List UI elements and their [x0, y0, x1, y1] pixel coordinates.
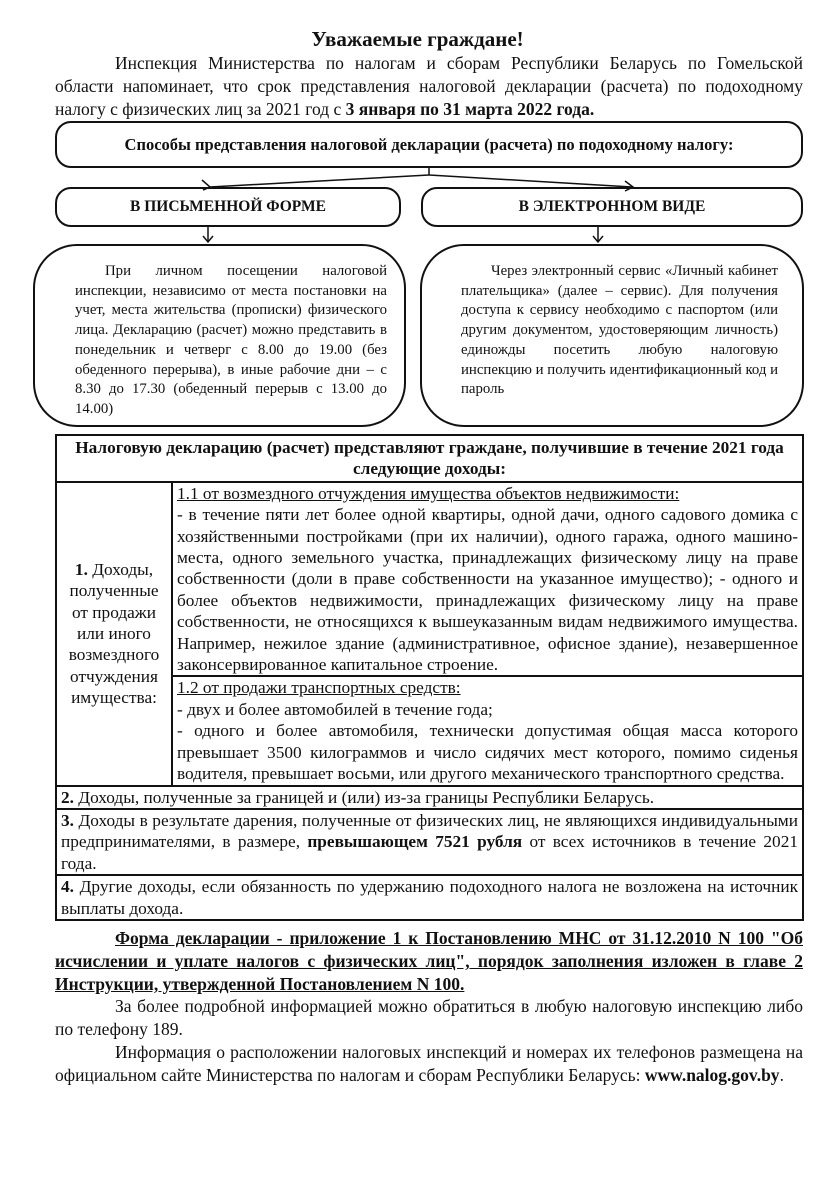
item1-category: Доходы, полученные от продажи или иного возмездного отчуждения имущества:	[68, 559, 160, 708]
written-form-box	[55, 187, 401, 227]
form-notice: Форма декларации - приложение 1 к Постановлению МНС от 31.12.2010 N 100 "Об исчислении и уплате налогов с физических лиц", порядок заполнения изложен в главе 2 Инструкции, утвержденной Постановлением N 100.	[55, 928, 803, 994]
item3-text-after: от всех источников в течение 2021 года.	[61, 832, 798, 873]
item4-text: Другие доходы, если обязанность по удержанию подоходного налога не возложена на источник выплаты дохода.	[61, 877, 798, 918]
written-description: При личном посещении налоговой инспекции, независимо от места постановки на учет, места жительства (прописки) физического лица. Декларацию (расчет) можно представить в понедельник и четверг с 8.00 до 19.00 (без обеденного перерыва), в иные рабочие дни – с 8.30 до 17.30 (обеденный перерыв с 13.00 до 14.00)	[75, 263, 387, 417]
item3-cell	[56, 809, 803, 875]
electronic-form-label: В ЭЛЕКТРОННОМ ВИДЕ	[518, 198, 706, 215]
item1-sub2-cell	[172, 676, 803, 785]
table-header: Налоговую декларацию (расчет) представляют граждане, получившие в течение 2021 года следующие доходы:	[56, 435, 803, 482]
electronic-description-bubble	[420, 244, 804, 427]
item1-category-cell	[56, 482, 172, 786]
website-link[interactable]: www.nalog.gov.by	[644, 1065, 780, 1085]
electronic-description: Через электронный сервис «Личный кабинет плательщика» (далее – сервис). Для получения доступа к сервису необходимо с паспортом (или другим документом, удостоверяющим личность) единожды посетить любую налоговую инспекцию и получить идентификационный код и пароль	[461, 263, 779, 398]
item2-cell	[56, 786, 803, 809]
location-info-text: Информация о расположении налоговых инспекций и номерах их телефонов размещена на официальном сайте Министерства по налогам и сборам Республики Беларусь:	[55, 1042, 803, 1085]
item4-number: 4.	[61, 877, 74, 897]
location-info-paragraph	[55, 1041, 803, 1087]
table-row	[56, 875, 803, 920]
arrow-right-line	[429, 175, 632, 187]
item1-sub1-cell	[172, 482, 803, 677]
table-header-row	[56, 435, 803, 482]
item4-cell	[56, 875, 803, 920]
item1-sub1-title: 1.1 от возмездного отчуждения имущества объектов недвижимости:	[177, 483, 680, 503]
table-row	[56, 809, 803, 875]
written-form-label: В ПИСЬМЕННОЙ ФОРМЕ	[130, 198, 326, 215]
item1-sub2-line2: - одного и более автомобиля, технически допустимая общая масса которого превышает 3500 килограммов и число сидячих мест которого, помимо сиденья водителя, превышает восьми, или другого механического транспортного средства.	[177, 721, 798, 784]
page-title: Уважаемые граждане!	[311, 27, 524, 51]
item3-text-before: Доходы в результате дарения, полученные от физических лиц, не являющихся индивидуальными предпринимателями, в размере,	[61, 810, 798, 852]
table-row	[56, 482, 803, 677]
table-row	[56, 786, 803, 809]
item1-sub1-text: - в течение пяти лет более одной квартиры, одной дачи, одного садового домика с хозяйственными постройками (при их наличии), одного гаража, одного машино-места, одного земельного участка, принадлежащих физическому лицу на праве собственности (доли в праве собственности на указанное имущество); - одного и более объектов недвижимости, принадлежащих физическому лицу на праве собственности, не относящихся к вышеуказанным видам недвижимого имущества. Например, нежилое здание (административное, офисное здание), незавершенное законсервированное капитальное строение.	[177, 505, 798, 675]
item1-number: 1.	[74, 559, 88, 579]
item1-sub2-title: 1.2 от продажи транспортных средств:	[177, 678, 461, 698]
item1-sub2-line1: - двух и более автомобилей в течение года;	[177, 699, 493, 719]
income-table	[55, 434, 804, 921]
intro-text: Инспекция Министерства по налогам и сборам Республики Беларусь по Гомельской области напоминает, что срок представления налоговой декларации (расчета) по подоходному налогу с физических лиц за 2021 год с	[55, 53, 803, 119]
location-info-end: .	[779, 1065, 784, 1085]
methods-heading: Способы представления налоговой декларации (расчета) по подоходному налогу:	[124, 134, 734, 154]
written-description-bubble	[33, 244, 406, 427]
arrow-left-line	[210, 175, 429, 187]
item3-number: 3.	[61, 810, 74, 830]
deadline-text: 3 января по 31 марта 2022 года.	[345, 99, 595, 119]
electronic-form-box	[421, 187, 803, 227]
item3-highlight: превышающем 7521 рубля	[307, 832, 523, 852]
more-info-paragraph: За более подробной информацией можно обратиться в любую налоговую инспекцию либо по телефону 189.	[55, 996, 803, 1039]
item2-text: Доходы, полученные за границей и (или) из-за границы Республики Беларусь.	[73, 787, 655, 807]
item2-number: 2.	[61, 787, 74, 807]
